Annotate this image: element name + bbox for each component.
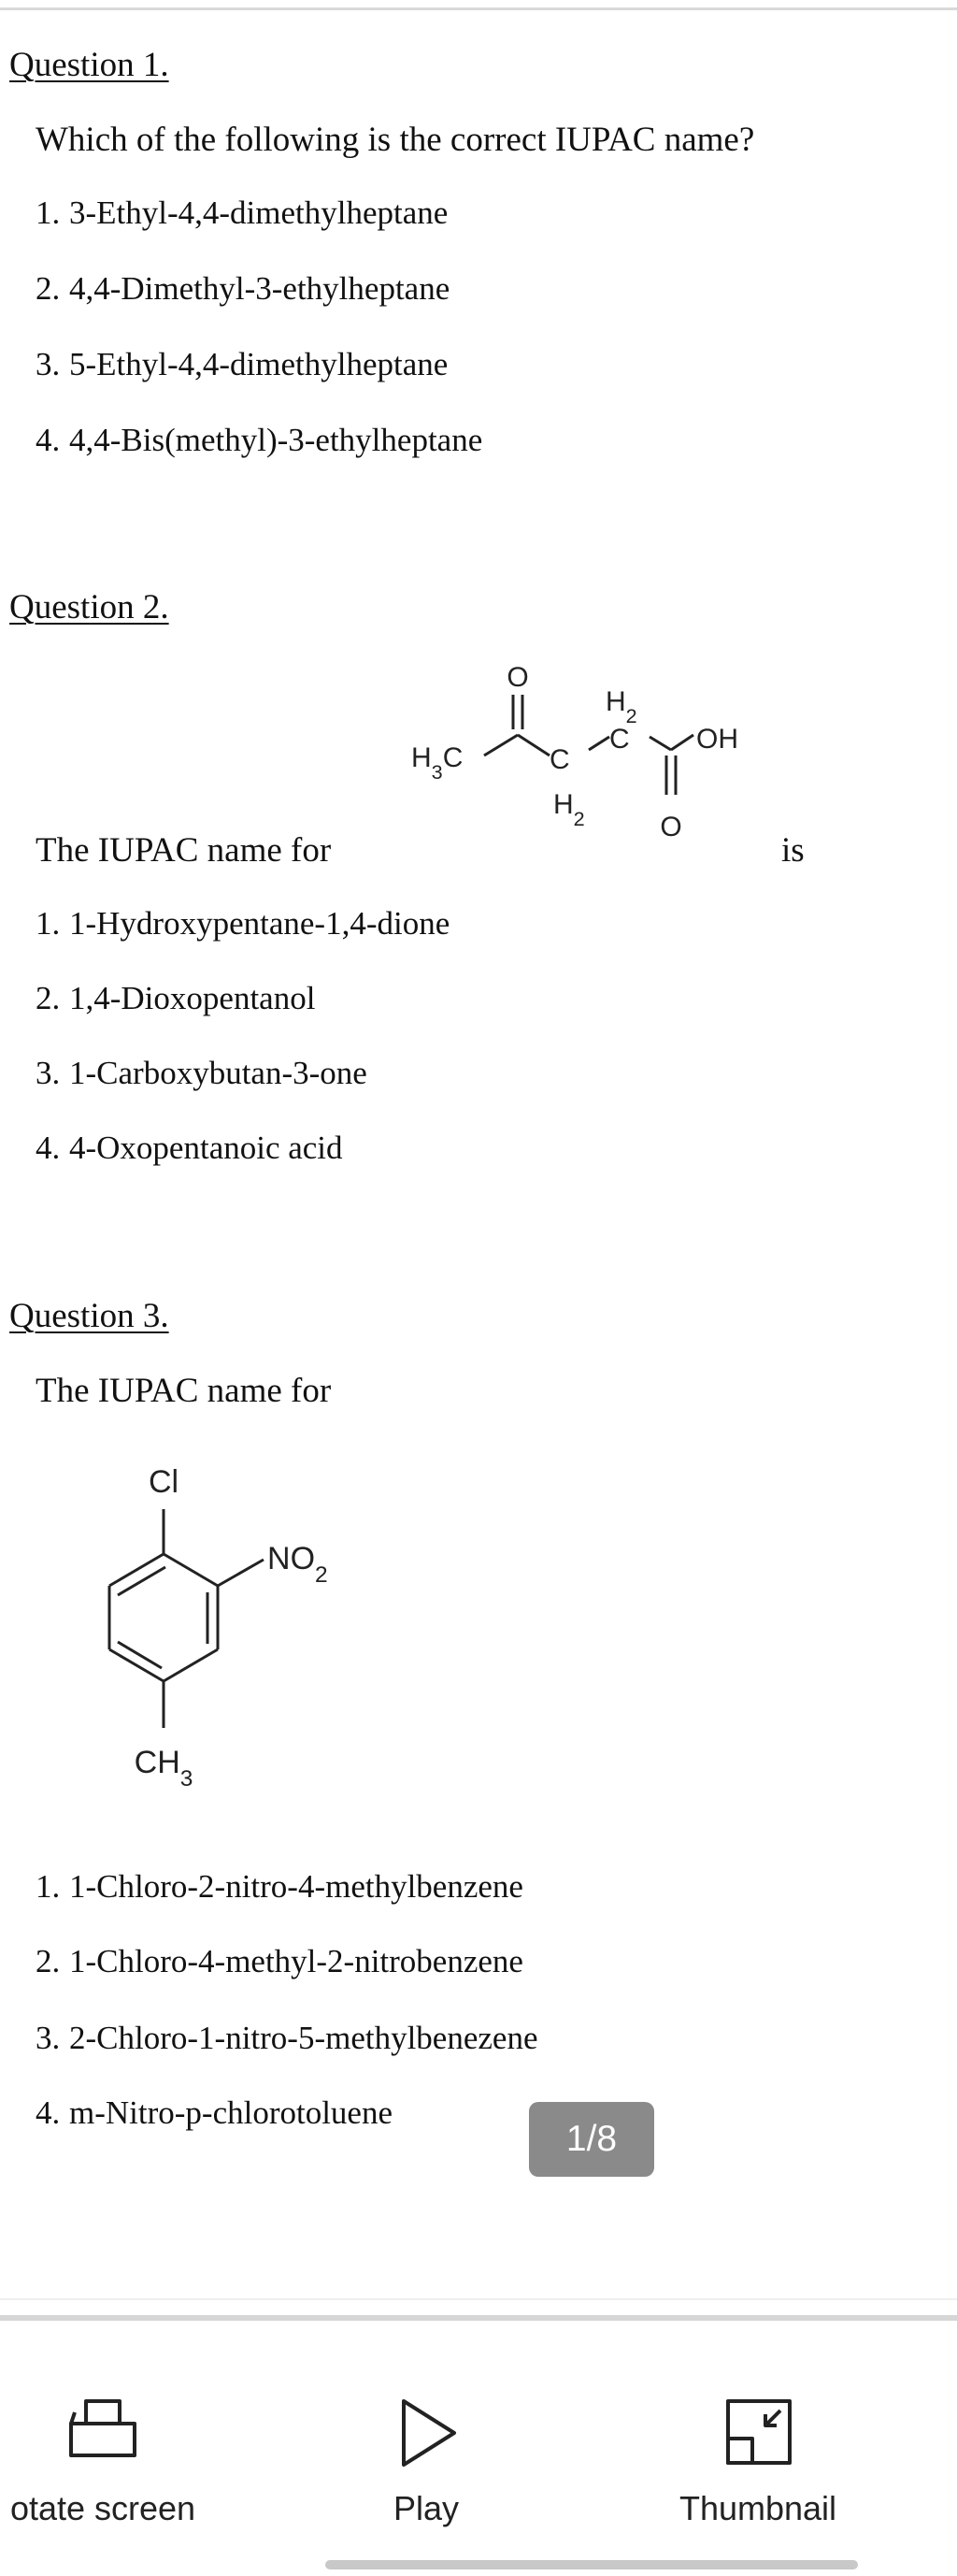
- option-text: 1,4-Dioxopentanol: [69, 980, 316, 1016]
- option-text: 1-Chloro-4-methyl-2-nitrobenzene: [69, 1943, 523, 1979]
- option-text: 2-Chloro-1-nitro-5-methylbenezene: [69, 2020, 538, 2056]
- option-text: 1-Chloro-2-nitro-4-methylbenzene: [69, 1868, 523, 1905]
- carbonyl-oxygen-label: O: [507, 662, 529, 693]
- methylene-h2-top-label: $H_2$: [606, 686, 637, 727]
- option-number: 4.: [36, 2094, 61, 2131]
- rotate-screen-icon: [65, 2396, 140, 2461]
- option-text: 4,4-Bis(methyl)-3-ethylheptane: [69, 422, 483, 458]
- bottom-toolbar: [0, 2321, 957, 2576]
- methyl-group-label: $H_3C$: [411, 742, 464, 784]
- option-number: 4.: [36, 1130, 61, 1166]
- question-3-heading: Question 3.: [9, 1297, 169, 1335]
- chloronitrotoluene-structure: [56, 1431, 449, 1842]
- question-2-option-4[interactable]: [36, 1130, 343, 1167]
- nitro-group-label: $NO_2$: [267, 1541, 328, 1588]
- methylene-carbon-2-label: C: [609, 724, 630, 755]
- top-divider: [0, 7, 957, 10]
- option-number: 1.: [36, 194, 61, 231]
- option-text: 4-Oxopentanoic acid: [69, 1130, 343, 1166]
- question-3-option-3[interactable]: [36, 2020, 537, 2057]
- methylene-h2-bottom-label: $H_2$: [553, 789, 585, 830]
- hydroxyl-group-label: OH: [696, 724, 738, 755]
- methyl-group-label: $CH_3$: [134, 1745, 193, 1792]
- thumbnail-label: Thumbnail: [678, 2489, 837, 2527]
- option-number: 1.: [36, 1868, 61, 1905]
- play-button[interactable]: [286, 2321, 566, 2576]
- option-text: m-Nitro-p-chlorotoluene: [69, 2094, 393, 2131]
- play-icon: [389, 2396, 464, 2470]
- question-2-prompt-before: The IUPAC name for: [36, 831, 332, 870]
- chlorine-label: Cl: [148, 1464, 179, 1500]
- question-1-option-1[interactable]: [36, 194, 448, 232]
- option-number: 2.: [36, 270, 61, 307]
- page-indicator: 1/8: [529, 2102, 654, 2177]
- option-text: 5-Ethyl-4,4-dimethylheptane: [69, 346, 449, 382]
- question-3-prompt: The IUPAC name for: [36, 1372, 332, 1410]
- option-text: 1-Carboxybutan-3-one: [69, 1055, 367, 1091]
- option-number: 4.: [36, 422, 61, 458]
- home-indicator[interactable]: [325, 2560, 858, 2569]
- thumbnail-icon: [721, 2396, 795, 2470]
- question-1-option-4[interactable]: [36, 422, 482, 459]
- rotate-screen-label: otate screen: [9, 2489, 196, 2527]
- question-3-option-2[interactable]: [36, 1943, 523, 1980]
- option-text: 1-Hydroxypentane-1,4-dione: [69, 905, 450, 942]
- option-text: 4,4-Dimethyl-3-ethylheptane: [69, 270, 450, 307]
- play-label: Play: [393, 2489, 460, 2527]
- question-2-heading: Question 2.: [9, 588, 169, 626]
- question-1-prompt: Which of the following is the correct IUPAC name?: [36, 121, 755, 159]
- question-1-option-3[interactable]: [36, 346, 448, 383]
- option-number: 3.: [36, 346, 61, 382]
- question-2-prompt-after: is: [781, 831, 805, 870]
- question-2-option-2[interactable]: [36, 980, 315, 1017]
- question-3-option-4[interactable]: [36, 2094, 393, 2132]
- content-divider: [0, 2298, 957, 2300]
- levulinic-acid-structure: [393, 655, 785, 860]
- acid-carbonyl-oxygen-label: O: [660, 812, 682, 842]
- question-2-option-3[interactable]: [36, 1055, 367, 1092]
- thumbnail-button[interactable]: [618, 2321, 898, 2576]
- question-3-option-1[interactable]: [36, 1868, 523, 1906]
- option-number: 3.: [36, 2020, 61, 2056]
- rotate-screen-button[interactable]: [0, 2321, 243, 2576]
- methylene-carbon-1-label: C: [550, 744, 570, 775]
- question-2-option-1[interactable]: [36, 905, 450, 943]
- question-1-heading: Question 1.: [9, 46, 169, 84]
- option-text: 3-Ethyl-4,4-dimethylheptane: [69, 194, 449, 231]
- option-number: 2.: [36, 980, 61, 1016]
- option-number: 3.: [36, 1055, 61, 1091]
- question-1-option-2[interactable]: [36, 270, 450, 308]
- option-number: 1.: [36, 905, 61, 942]
- option-number: 2.: [36, 1943, 61, 1979]
